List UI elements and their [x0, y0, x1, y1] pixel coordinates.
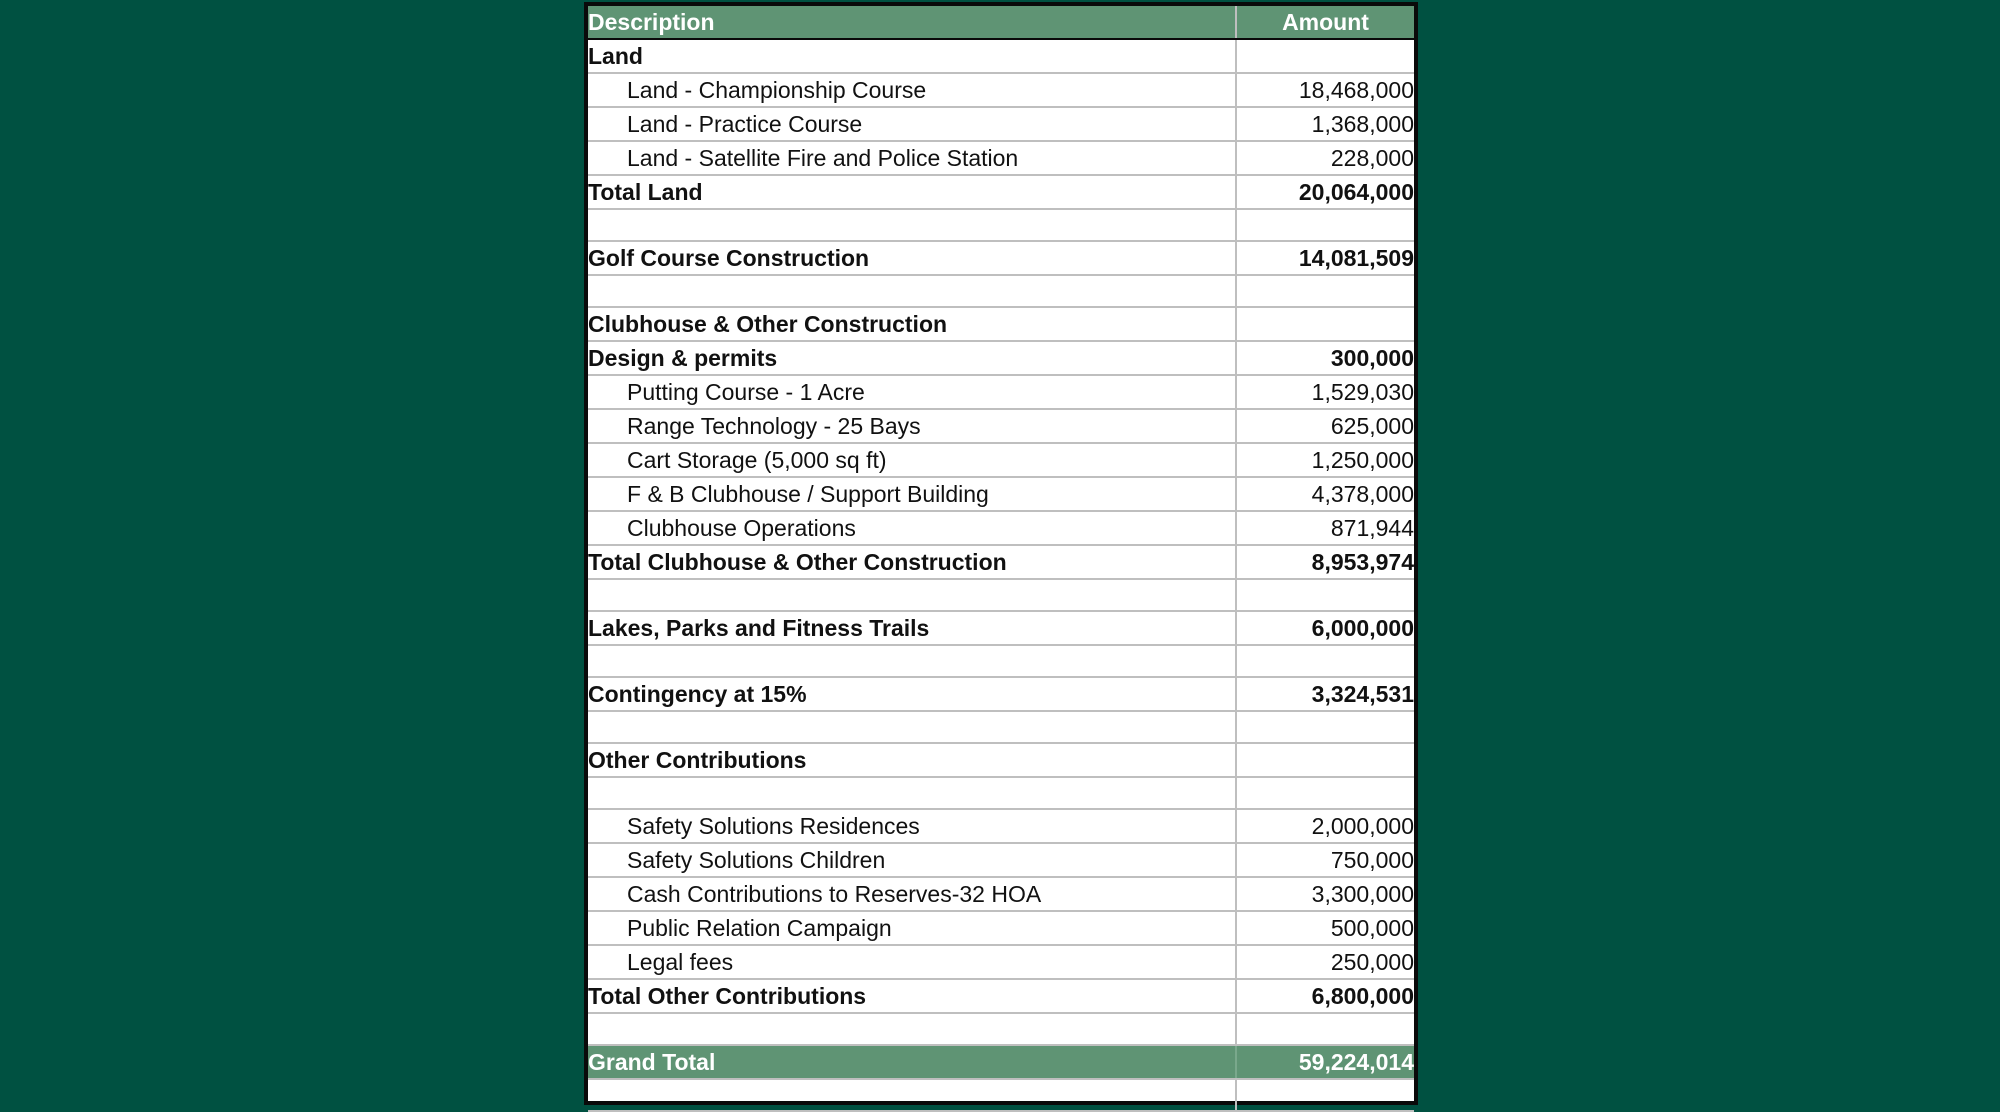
row-description: Cart Storage (5,000 sq ft)	[588, 443, 1236, 477]
row-amount: 250,000	[1236, 945, 1414, 979]
row-amount	[1236, 1079, 1414, 1111]
row-amount: 8,953,974	[1236, 545, 1414, 579]
row-description: Total Land	[588, 175, 1236, 209]
budget-rows	[588, 39, 1414, 1111]
line-item-row	[588, 443, 1414, 477]
line-item-row	[588, 809, 1414, 843]
row-amount: 228,000	[1236, 141, 1414, 175]
blank-row	[588, 777, 1414, 809]
line-item-row	[588, 945, 1414, 979]
header-row	[588, 6, 1414, 39]
row-description	[588, 645, 1236, 677]
row-amount: 500,000	[1236, 911, 1414, 945]
row-description: Range Technology - 25 Bays	[588, 409, 1236, 443]
row-amount: 4,378,000	[1236, 477, 1414, 511]
category-row	[588, 307, 1414, 341]
line-item-row	[588, 375, 1414, 409]
line-item-row	[588, 107, 1414, 141]
row-amount	[1236, 1013, 1414, 1045]
line-item-row	[588, 911, 1414, 945]
row-amount	[1236, 711, 1414, 743]
description-column-header: Description	[588, 6, 1236, 39]
row-amount: 1,529,030	[1236, 375, 1414, 409]
row-amount	[1236, 777, 1414, 809]
row-amount: 20,064,000	[1236, 175, 1414, 209]
row-description: Land - Satellite Fire and Police Station	[588, 141, 1236, 175]
line-item-row	[588, 477, 1414, 511]
row-description	[588, 711, 1236, 743]
row-amount	[1236, 209, 1414, 241]
row-description	[588, 1013, 1236, 1045]
row-amount	[1236, 39, 1414, 73]
row-description: Clubhouse & Other Construction	[588, 307, 1236, 341]
row-description: Public Relation Campaign	[588, 911, 1236, 945]
category-row	[588, 677, 1414, 711]
row-description: Grand Total	[588, 1045, 1236, 1079]
amount-column-header: Amount	[1236, 6, 1414, 39]
row-amount: 6,000,000	[1236, 611, 1414, 645]
budget-sheet	[584, 2, 1418, 1105]
row-description	[588, 275, 1236, 307]
row-description: Land - Practice Course	[588, 107, 1236, 141]
row-amount: 750,000	[1236, 843, 1414, 877]
row-amount: 1,368,000	[1236, 107, 1414, 141]
row-amount: 625,000	[1236, 409, 1414, 443]
blank-row	[588, 711, 1414, 743]
row-description: Contingency at 15%	[588, 677, 1236, 711]
blank-row	[588, 275, 1414, 307]
category-row	[588, 611, 1414, 645]
row-amount: 59,224,014	[1236, 1045, 1414, 1079]
category-row	[588, 341, 1414, 375]
row-amount: 18,468,000	[1236, 73, 1414, 107]
category-row	[588, 241, 1414, 275]
row-amount	[1236, 275, 1414, 307]
blank-row	[588, 579, 1414, 611]
blank-row	[588, 1013, 1414, 1045]
row-amount	[1236, 645, 1414, 677]
row-description: Legal fees	[588, 945, 1236, 979]
subtotal-row	[588, 979, 1414, 1013]
row-description: Total Other Contributions	[588, 979, 1236, 1013]
row-amount: 871,944	[1236, 511, 1414, 545]
row-description	[588, 777, 1236, 809]
budget-table	[588, 6, 1414, 1112]
section-heading-row	[588, 39, 1414, 73]
line-item-row	[588, 877, 1414, 911]
row-amount	[1236, 743, 1414, 777]
line-item-row	[588, 73, 1414, 107]
row-amount: 1,250,000	[1236, 443, 1414, 477]
subtotal-row	[588, 175, 1414, 209]
blank-row	[588, 209, 1414, 241]
line-item-row	[588, 409, 1414, 443]
row-description: Land	[588, 39, 1236, 73]
row-amount: 6,800,000	[1236, 979, 1414, 1013]
row-description: Total Clubhouse & Other Construction	[588, 545, 1236, 579]
grand-total-row	[588, 1045, 1414, 1079]
row-description: F & B Clubhouse / Support Building	[588, 477, 1236, 511]
line-item-row	[588, 511, 1414, 545]
row-amount	[1236, 579, 1414, 611]
row-description	[588, 209, 1236, 241]
row-amount	[1236, 307, 1414, 341]
blank-row	[588, 1079, 1414, 1111]
row-amount: 3,300,000	[1236, 877, 1414, 911]
row-description: Other Contributions	[588, 743, 1236, 777]
row-description: Golf Course Construction	[588, 241, 1236, 275]
row-description	[588, 579, 1236, 611]
row-description: Cash Contributions to Reserves-32 HOA	[588, 877, 1236, 911]
blank-row	[588, 645, 1414, 677]
row-description: Safety Solutions Children	[588, 843, 1236, 877]
row-description: Land - Championship Course	[588, 73, 1236, 107]
line-item-row	[588, 141, 1414, 175]
row-amount: 3,324,531	[1236, 677, 1414, 711]
row-description: Design & permits	[588, 341, 1236, 375]
category-row	[588, 743, 1414, 777]
row-description: Lakes, Parks and Fitness Trails	[588, 611, 1236, 645]
row-amount: 2,000,000	[1236, 809, 1414, 843]
subtotal-row	[588, 545, 1414, 579]
line-item-row	[588, 843, 1414, 877]
row-description: Safety Solutions Residences	[588, 809, 1236, 843]
row-amount: 300,000	[1236, 341, 1414, 375]
row-description	[588, 1079, 1236, 1111]
row-amount: 14,081,509	[1236, 241, 1414, 275]
row-description: Putting Course - 1 Acre	[588, 375, 1236, 409]
row-description: Clubhouse Operations	[588, 511, 1236, 545]
